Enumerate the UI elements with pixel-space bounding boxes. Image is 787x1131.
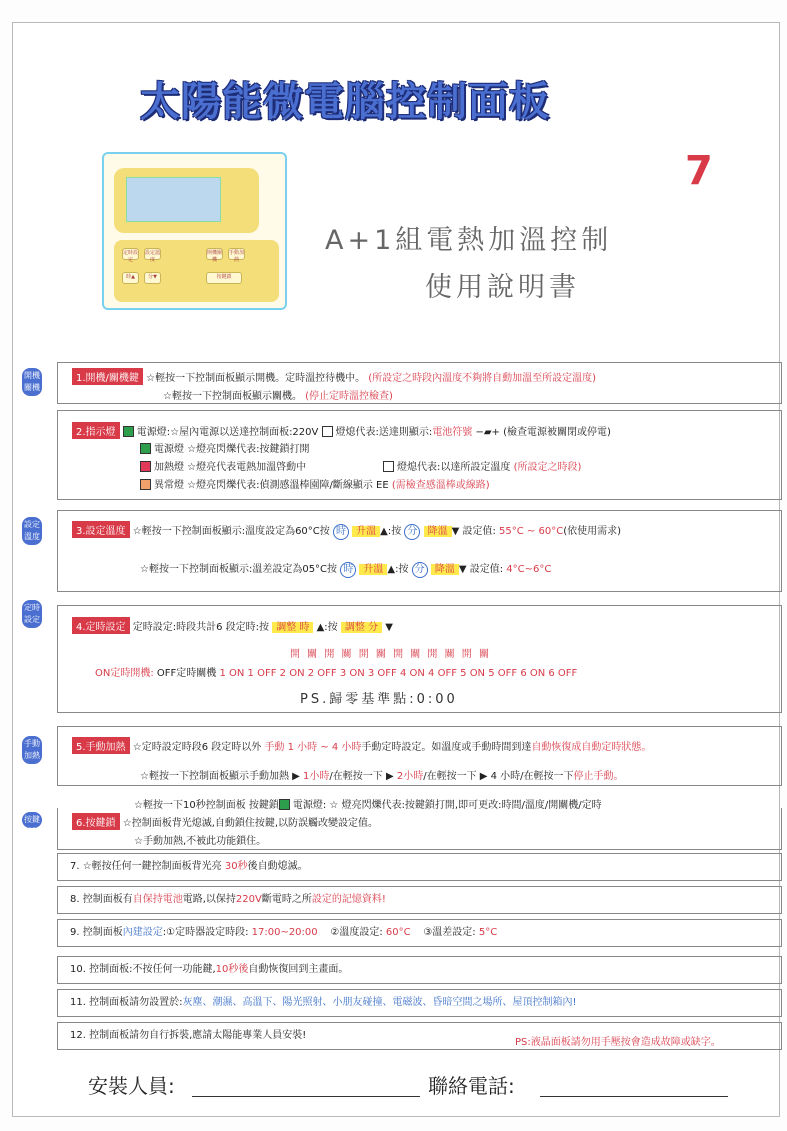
s5-l1c: 手動定時設定。如溫度或手動時間到達 (361, 742, 532, 753)
r11-b: 灰塵、潮濕、高溫下、陽光照射、小朋友碰撞、電磁波、昏暗空間之場所、屋頂控制箱內! (182, 997, 577, 1008)
s2-l1d: (檢查電源被關閉或停電) (503, 427, 611, 438)
s2-badge: 2.指示燈 (72, 422, 120, 439)
s2-l2: 電源燈 ☆燈亮閃爍代表:按鍵鎖打開 (154, 444, 310, 455)
s2-l3b: 燈熄代表:以達所設定溫度 (397, 462, 511, 473)
s6-line2 (72, 813, 378, 830)
r12-b: PS:液晶面板請勿用手壓按會造成故障或缺字。 (515, 1037, 721, 1048)
s3-l2b: 4°C~6°C (506, 564, 552, 575)
s3-l1b-2: ▼ 設定值: (458, 564, 504, 575)
s6-l1b: 電源燈: ☆ 燈亮閃爍代表:按鍵鎖打開,即可更改:時間/溫度/開關機/定時 (292, 800, 602, 811)
s5-l1a: ☆定時設定時段6 段定時以外 (132, 742, 262, 753)
s2-line3 (140, 458, 306, 473)
device-lcd (126, 177, 221, 222)
s4-seq: 1 ON 1 OFF 2 ON 2 OFF 3 ON 3 OFF 4 ON 4 OFF 5 ON 5 OFF 6 ON 6 OFF (219, 668, 578, 679)
phone-label: 聯絡電話: (428, 1074, 515, 1098)
s3-minute: 分 (404, 524, 420, 540)
subtitle-line1: A+1組電熱加溫控制 (325, 225, 613, 256)
side-tag-lock: 按鍵鎖 (22, 812, 42, 828)
row-7 (57, 853, 782, 881)
r7-b: 30秒 (224, 861, 248, 872)
s3-l1d: (依使用需求) (563, 526, 621, 537)
device-button-panel (114, 240, 279, 302)
device-btn-temp: 設定溫度 (145, 250, 161, 263)
s2-line4 (140, 476, 490, 491)
control-panel-illustration (102, 152, 287, 310)
s3-press: ▲:按 (380, 526, 402, 537)
s1-l2: ☆輕按一下控制面板顯示關機。 (163, 391, 302, 402)
r8-b: 自保持電池 (132, 894, 183, 905)
s5-badge: 5.手動加熱 (72, 737, 130, 754)
r9-h: 5°C (478, 927, 498, 938)
s3-line2 (140, 560, 551, 578)
device-btn-lock: 按鍵鎖 (206, 272, 242, 284)
side-tag-temp: 設定溫度 (22, 517, 42, 545)
r9-f: 60°C (385, 927, 411, 938)
row-9 (57, 919, 782, 947)
side-tag-power: 開機關機 (22, 368, 42, 396)
s3-l1b: ▼ 設定值: (451, 526, 496, 537)
subtitle-line2: 使用說明書 (425, 272, 580, 303)
page-number: 7 (685, 148, 713, 194)
s5-l1b: 手動 1 小時 ~ 4 小時 (264, 742, 362, 753)
s1-badge: 1.開機/關機鍵 (72, 368, 143, 385)
s4-onoff-row: 開 關 開 關 開 關 開 關 開 關 開 關 (290, 649, 491, 660)
s3-l2a: ☆輕按一下控制面板顯示:溫差設定為05°C按 (140, 564, 338, 575)
s2-line2 (140, 440, 310, 455)
device-btn-timer: 定時設定 (123, 250, 139, 263)
r7-a: 7. ☆輕按任何一鍵控制面板背光亮 (70, 861, 222, 872)
s3-hour-2: 時 (340, 562, 356, 578)
device-screen (114, 168, 259, 233)
s3-badge: 3.設定溫度 (72, 521, 130, 538)
s2-line3b (383, 458, 581, 473)
s2-l3c: (所設定之時段) (513, 462, 582, 473)
s4-down: ▼ (385, 622, 393, 633)
r9-g: ③溫差設定: (423, 927, 476, 938)
s2-line1: 2.指示燈 電源燈:☆屋內電源以送達控制面板:220V 燈熄代表:送達則顯示:電池符號 −▰+ (檢查電源被關閉或停電) (72, 422, 611, 439)
s4-ps: PS.歸零基準點:0:00 (300, 692, 458, 707)
installer-line (192, 1096, 420, 1097)
s3-up-2: 升溫 (359, 564, 387, 575)
s3-l1a: ☆輕按一下控制面板顯示:溫度設定為60°C按 (132, 526, 330, 537)
s4-adj-hour: 調整 時 (272, 622, 313, 633)
s1-l1-red: (所設定之時段內溫度不夠將自動加溫至所設定溫度) (368, 373, 597, 384)
s3-minute-2: 分 (412, 562, 428, 578)
s6-l1: ☆輕按一下10秒控制面板 按鍵鎖 (134, 800, 279, 811)
device-btn-minute: 分▼ (144, 272, 161, 284)
s1-line1 (72, 368, 596, 385)
r10-a: 10. 控制面板:不按任何一功能鍵, (70, 964, 216, 975)
side-tag-timer: 定時設定 (22, 600, 42, 628)
s2-l1c: 電池符號 (432, 427, 473, 438)
s1-line2 (163, 387, 393, 402)
s5-l2c: /在輕按一下 ▶ (329, 771, 394, 782)
s5-line1 (72, 737, 651, 754)
s5-l2a: ☆輕按一下控制面板顯示手動加熱 ▶ (140, 771, 300, 782)
r12-a: 12. 控制面板請勿自行拆裝,應請太陽能專業人員安裝! (70, 1030, 307, 1041)
installer-label: 安裝人員: (88, 1074, 175, 1098)
s4-line1 (72, 617, 393, 634)
r8-a: 8. 控制面板有 (70, 894, 133, 905)
r9-e: ②溫度設定: (330, 927, 383, 938)
s1-l1: ☆輕按一下控制面板顯示開機。定時溫控待機中。 (146, 373, 366, 384)
s2-l4a: 異常燈 ☆燈亮閃爍代表:偵測感溫棒園障/斷線顯示 EE (154, 480, 389, 491)
device-btn-manual: 手動加熱 (229, 250, 245, 263)
s4-arrows: ▲:按 (316, 622, 338, 633)
s4-on-label: ON定時開機: (95, 668, 154, 679)
row-8 (57, 886, 782, 914)
r8-d: 220V (235, 894, 262, 905)
r9-c: :①定時器設定時段: (162, 927, 249, 938)
s5-l2b: 1小時 (303, 771, 330, 782)
s5-l2f: 停止手動。 (573, 771, 624, 782)
s5-line2 (140, 767, 624, 782)
s2-l4b: (需檢查感溫棒或線路) (391, 480, 490, 491)
s6-badge: 6.按鍵鎖 (72, 813, 120, 830)
s4-off-label: OFF定時關機 (156, 668, 217, 679)
device-btn-hour: 時▲ (122, 272, 139, 284)
s3-up: 升溫 (352, 526, 380, 537)
s3-l1c: 55°C ~ 60°C (499, 526, 564, 537)
r9-d: 17:00~20:00 (251, 927, 318, 938)
s1-l2-red: (停止定時溫控檢查) (305, 391, 393, 402)
s4-l1a: 定時設定:時段共計6 段定時:按 (132, 622, 270, 633)
s4-badge: 4.定時設定 (72, 617, 130, 634)
phone-line (540, 1096, 728, 1097)
r11-a: 11. 控制面板請勿設置於: (70, 997, 183, 1008)
s3-line1 (72, 521, 621, 540)
device-btn-power: 開機關機 (207, 250, 223, 263)
r8-c: 電路,以保持 (182, 894, 236, 905)
page-title: 太陽能微電腦控制面板 (140, 79, 550, 125)
s3-hour: 時 (333, 524, 349, 540)
s2-l3a: 加熱燈 ☆燈亮代表電熱加溫啓動中 (154, 462, 307, 473)
s3-down-2: 降溫 (431, 564, 459, 575)
s5-l2d: 2小時 (396, 771, 424, 782)
s6-l2: ☆控制面板背光熄滅,自動鎖住按鍵,以防誤觸改變設定值。 (122, 818, 379, 829)
r9-a: 9. 控制面板 (70, 927, 123, 938)
r9-b: 內建設定 (122, 927, 163, 938)
r10-c: 自動恢復回到主畫面。 (248, 964, 349, 975)
s4-seq-row (95, 664, 577, 679)
s3-press-2: ▲:按 (387, 564, 409, 575)
s5-l2e: /在輕按一下 ▶ 4 小時/在輕按一下 (423, 771, 574, 782)
r7-c: 後自動熄滅。 (247, 861, 308, 872)
row-11 (57, 989, 782, 1017)
s3-down: 降溫 (424, 526, 452, 537)
s6-l3: ☆手動加熱,不被此功能鎖住。 (134, 836, 267, 847)
r10-b: 10秒後 (215, 964, 249, 975)
s2-l1b: 燈熄代表:送達則顯示: (335, 427, 433, 438)
r8-f: 設定的記憶資料! (311, 894, 386, 905)
side-tag-manual: 手動加熱 (22, 736, 42, 764)
s4-adj-min: 調整 分 (341, 622, 382, 633)
s5-l1d: 自動恢復成自動定時狀態。 (531, 742, 652, 753)
s2-l1a: 電源燈:☆屋內電源以送達控制面板:220V (136, 427, 319, 438)
r8-e: 斷電時之所 (261, 894, 312, 905)
row-10 (57, 956, 782, 984)
